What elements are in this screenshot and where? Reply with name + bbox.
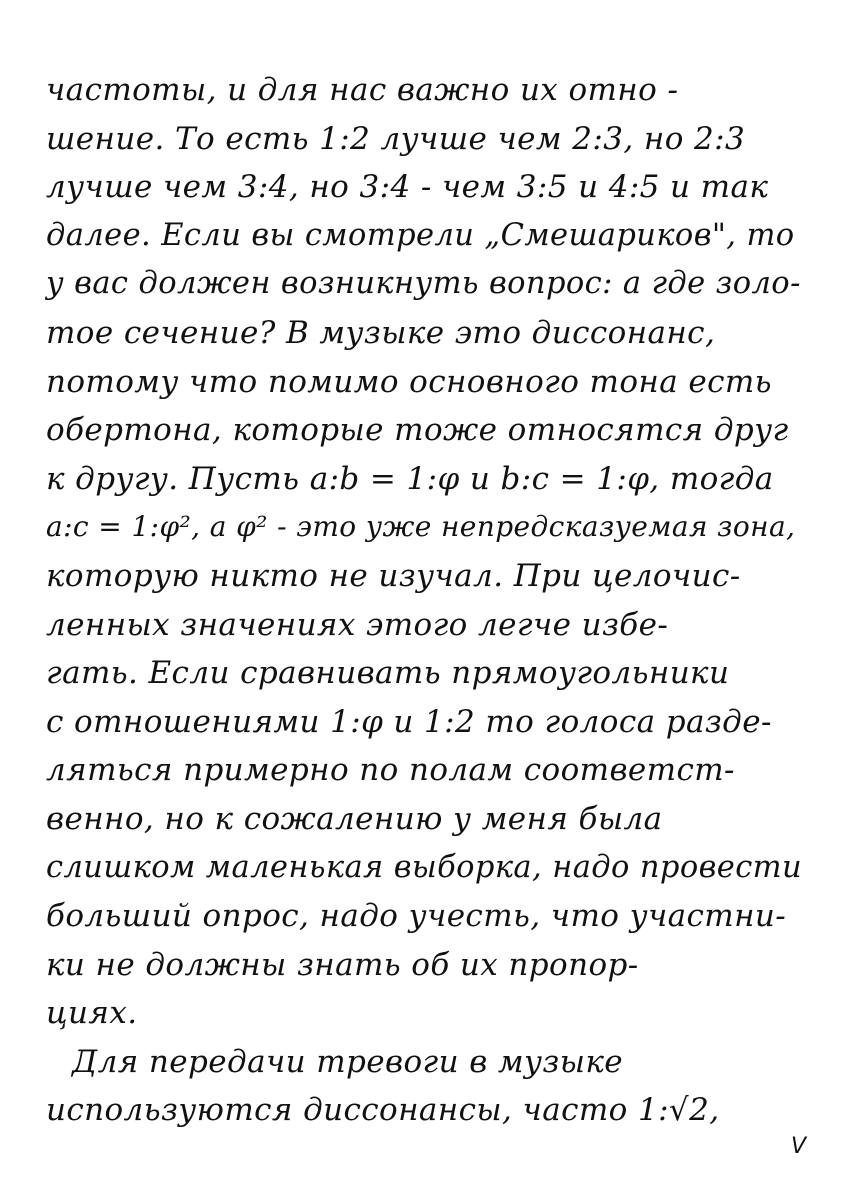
handwritten-line-1: частоты, и для нас важно их отно - xyxy=(46,72,679,108)
handwritten-line-2: шение. То есть 1:2 лучше чем 2:3, но 2:3 xyxy=(46,120,746,157)
handwritten-paragraph-start-line: Для передачи тревоги в музыке xyxy=(72,1043,624,1080)
handwritten-line-17: слишком маленькая выборка, надо провести xyxy=(46,849,803,885)
handwritten-line-7: потому что помимо основного тона есть xyxy=(46,363,772,400)
handwritten-line-11: которую никто не изучал. При целочис- xyxy=(46,557,741,594)
handwritten-line-5: у вас должен возникнуть вопрос: а где золо- xyxy=(46,266,801,302)
handwritten-line-10: a:c = 1:φ², а φ² - это уже непредсказуемая зона, xyxy=(46,510,796,544)
handwritten-line-14: с отношениями 1:φ и 1:2 то голоса разде- xyxy=(46,703,772,740)
handwritten-line-9: к другу. Пусть a:b = 1:φ и b:c = 1:φ, тогда xyxy=(46,460,774,497)
handwritten-line-3: лучше чем 3:4, но 3:4 - чем 3:5 и 4:5 и так xyxy=(46,169,769,206)
handwritten-line-16: венно, но к сожалению у меня была xyxy=(46,800,663,837)
handwritten-line-13: гать. Если сравнивать прямоугольники xyxy=(46,655,730,692)
handwritten-line-20: циях. xyxy=(46,995,138,1032)
handwritten-line-19: ки не должны знать об их пропор- xyxy=(46,946,639,983)
page-mark: V xyxy=(790,1134,806,1159)
handwritten-text-block xyxy=(46,66,806,1135)
handwritten-line-15: ляться примерно по полам соответст- xyxy=(46,752,735,789)
handwritten-line-4: далее. Если вы смотрели „Смешариков", то xyxy=(46,217,795,253)
handwritten-line-22: используются диссонансы, часто 1:√2, xyxy=(46,1092,720,1129)
handwritten-line-18: больший опрос, надо учесть, что участни- xyxy=(46,898,787,935)
handwritten-line-8: обертона, которые тоже относятся друг xyxy=(46,412,789,449)
handwritten-line-12: ленных значениях этого легче избе- xyxy=(46,606,669,643)
handwritten-line-6: тое сечение? В музыке это диссонанс, xyxy=(46,314,716,351)
